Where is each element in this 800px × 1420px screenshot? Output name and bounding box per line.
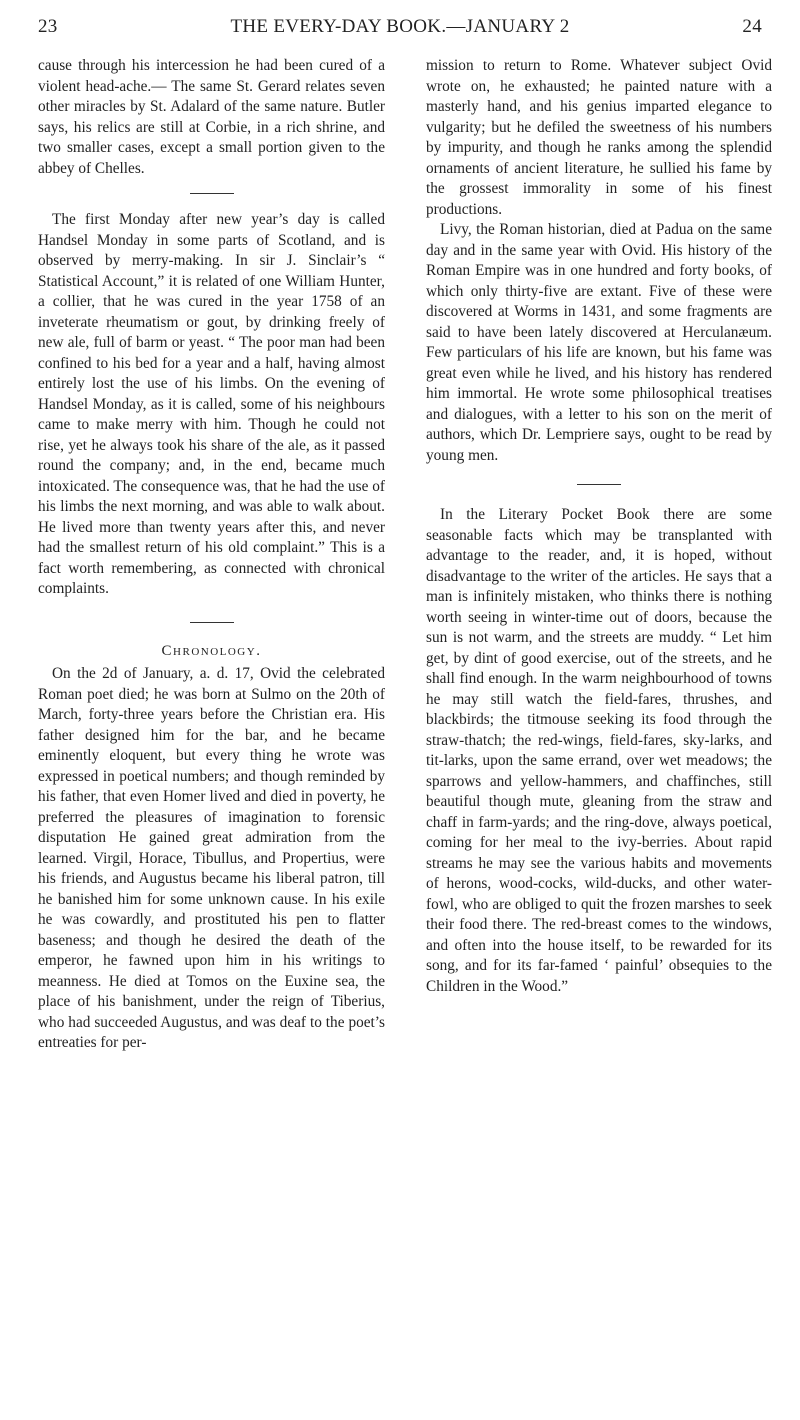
running-title: THE EVERY-DAY BOOK.—JANUARY 2 xyxy=(230,16,570,37)
paragraph: cause through his intercession he had been cured of a violent head-ache.— The same St. Gerard relates seven other miracles by St. Adalard of the same nature. Butler says, his relics are still at Corbie, in a rich shrine, and two smaller cases, except a small portion given to the abbey of Chelles. xyxy=(38,57,385,177)
right-page-number: 24 xyxy=(742,16,762,37)
paragraph: The first Monday after new year’s day is called Handsel Monday in some parts of Scotland, and is observed by merry-making. In sir J. Sinclair’s “ Statistical Account,” it is related of one William Hunter, a collier, that he was cured in the year 1758 of an inveterate rheumatism or gout, by drinking freely of new ale, full of barm or yeast. “ The poor man had been confined to his bed for a year and a half, having almost entirely lost the use of his limbs. On the evening of Handsel Monday, as it is called, some of his neighbours came to make merry with him. Though he could not rise, yet he always took his share of the ale, as it passed round the company; and, in the end, became much intoxicated. The consequence was, that he had the use of his limbs the next morning, and was able to walk about. He lived more than twenty years after this, and never had the smallest return of his old complaint.” This is a fact worth remembering, as connected with chronical complaints. xyxy=(38,211,385,597)
paragraph: On the 2d of January, a. d. 17, Ovid the celebrated Roman poet died; he was born at Sulmo on the 20th of March, forty-three years before the Christian era. His father designed him for the bar, and he became eminently eloquent, but every thing he wrote was expressed in poetical numbers; and though reminded by his father, that even Homer lived and died in poverty, he preferred the pleasures of imagination to forensic disputation He gained great admiration from the learned. Virgil, Horace, Tibullus, and Propertius, were his friends, and Augustus became his liberal patron, till he banished him for some unknown cause. In his exile he was cowardly, and prostituted his pen to flatter baseness; and though he desired the death of the emperor, he fawned upon him in his writings to meanness. He died at Tomos on the Euxine sea, the place of his banishment, under the reign of Tiberius, who had succeeded Augustus, and was deaf to the poet’s entreaties for per- xyxy=(38,665,385,1051)
running-header xyxy=(38,12,762,42)
section-divider xyxy=(577,484,621,485)
left-column xyxy=(38,56,385,1054)
left-page-number: 23 xyxy=(38,16,58,37)
paragraph: mission to return to Rome. Whatever subject Ovid wrote on, he exhausted; he painted nature with a masterly hand, and his genius imparted elegance to vulgarity; but he defiled the sweetness of his numbers by impurity, and though he ranks among the splendid ornaments of ancient literature, he sullied his fame by the grossest immorality in some of his finest productions. xyxy=(426,57,772,218)
right-column xyxy=(426,56,772,997)
paragraph: Livy, the Roman historian, died at Padua on the same day and in the same year with Ovid. His history of the Roman Empire was in one hundred and forty books, of which only thirty-five are extant. Five of these were discovered at Worms in 1431, and some fragments are said to have been lately discovered at Herculanæum. Few particulars of his life are known, but his fame was great even while he lived, and his history has rendered him immortal. He wrote some philosophical treatises and dialogues, with a letter to his son on the merit of authors, which Dr. Lempriere says, ought to be read by young men. xyxy=(426,221,772,464)
section-divider xyxy=(190,193,234,194)
section-heading: Chronology. xyxy=(161,642,262,659)
section-divider xyxy=(190,622,234,623)
paragraph: In the Literary Pocket Book there are some seasonable facts which may be transplanted with advantage to the reader, and, it is hoped, without disadvantage to the writer of the articles. He says that a man is infinitely mistaken, who thinks there is nothing worth seeing in winter-time out of doors, because the sun is not warm, and the streets are muddy. “ Let him get, by dint of good exercise, out of the streets, and he shall find enough. In the warm neighbourhood of towns he may still watch the field-fares, thrushes, and blackbirds; the titmouse seeking its food through the straw-thatch; the red-wings, field-fares, sky-larks, and tit-larks, upon the same errand, over wet meadows; the sparrows and yellow-hammers, and chaffinches, still beautiful though mute, gleaning from the straw and chaff in farm-yards; and the ring-dove, always poetical, coming for her meal to the ivy-berries. About rapid streams he may see the various habits and movements of herons, wood-cocks, wild-ducks, and other water-fowl, who are obliged to quit the frozen marshes to seek their food there. The red-breast comes to the windows, and often into the house itself, to be rewarded for its song, and for its far-famed ‘ painful’ obsequies to the Children in the Wood.” xyxy=(426,506,772,995)
